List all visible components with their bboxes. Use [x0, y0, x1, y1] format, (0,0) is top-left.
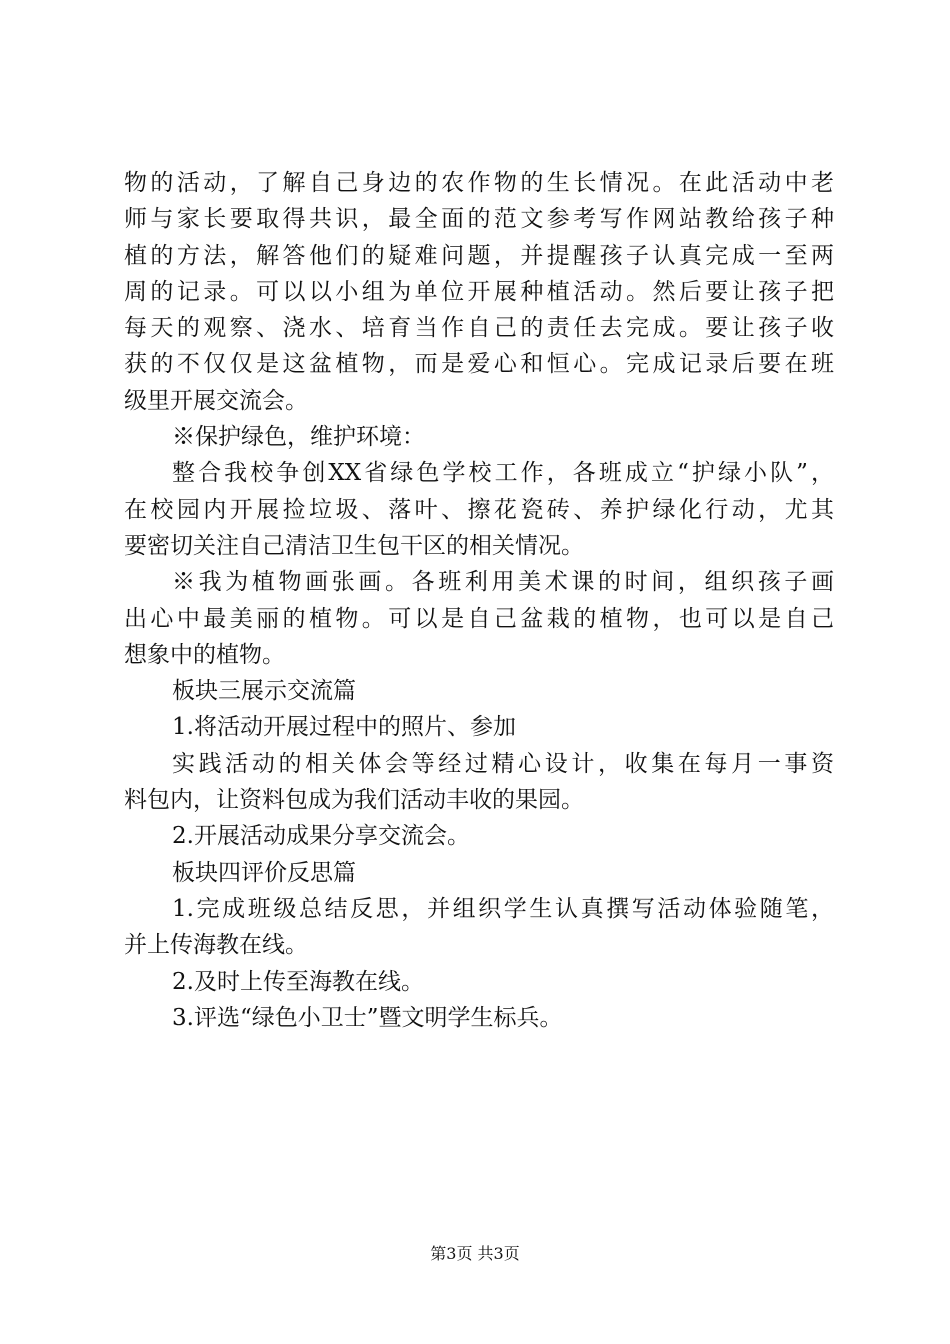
text-line: 周的记录。可以以小组为单位开展种植活动。然后要让孩子把 [124, 278, 834, 305]
text-line: 级里开展交流会。 [124, 387, 308, 414]
page-footer [0, 1244, 950, 1264]
text-line: ※我为植物画张画。各班利用美术课的时间，组织孩子画 [172, 569, 834, 596]
text-line: 1.完成班级总结反思，并组织学生认真撰写活动体验随笔， [172, 895, 834, 922]
text-line: 并上传海教在线。 [124, 932, 308, 959]
text-line: ※保护绿色，维护环境： [172, 424, 425, 451]
paragraph [124, 964, 834, 1000]
document-body [124, 165, 834, 1036]
text-line: 出心中最美丽的植物。可以是自己盆栽的植物，也可以是自己 [124, 605, 834, 632]
paragraph [124, 455, 834, 564]
text-line: 师与家长要取得共识，最全面的范文参考写作网站教给孩子种 [124, 206, 834, 233]
text-line: 3.评选“绿色小卫士”暨文明学生标兵。 [172, 1004, 563, 1031]
text-line: 每天的观察、浇水、培育当作自己的责任去完成。要让孩子收 [124, 315, 834, 342]
text-line: 获的不仅仅是这盆植物，而是爱心和恒心。完成记录后要在班 [124, 351, 834, 378]
paragraph [124, 746, 834, 819]
text-line: 2.及时上传至海教在线。 [172, 968, 424, 995]
paragraph [124, 564, 834, 673]
text-line: 板块三展示交流篇 [172, 678, 356, 705]
text-line: 2.开展活动成果分享交流会。 [172, 823, 470, 850]
text-line: 整合我校争创XX省绿色学校工作，各班成立“护绿小队”， [172, 460, 834, 487]
paragraph [124, 673, 834, 709]
page-number-label: 第3页 共3页 [430, 1244, 520, 1263]
text-line: 要密切关注自己清洁卫生包干区的相关情况。 [124, 532, 584, 559]
paragraph [124, 818, 834, 854]
text-line: 在校园内开展捡垃圾、落叶、擦花瓷砖、养护绿化行动，尤其 [124, 496, 834, 523]
paragraph [124, 165, 834, 419]
text-line: 板块四评价反思篇 [172, 859, 356, 886]
paragraph [124, 419, 834, 455]
paragraph [124, 891, 834, 964]
paragraph [124, 855, 834, 891]
text-line: 实践活动的相关体会等经过精心设计，收集在每月一事资 [172, 750, 834, 777]
text-line: 1.将活动开展过程中的照片、参加 [172, 714, 516, 741]
paragraph [124, 709, 834, 745]
text-line: 想象中的植物。 [124, 641, 285, 668]
text-line: 植的方法，解答他们的疑难问题，并提醒孩子认真完成一至两 [124, 242, 834, 269]
text-line: 料包内，让资料包成为我们活动丰收的果园。 [124, 787, 584, 814]
text-line: 物的活动，了解自己身边的农作物的生长情况。在此活动中老 [124, 170, 834, 196]
paragraph [124, 1000, 834, 1036]
